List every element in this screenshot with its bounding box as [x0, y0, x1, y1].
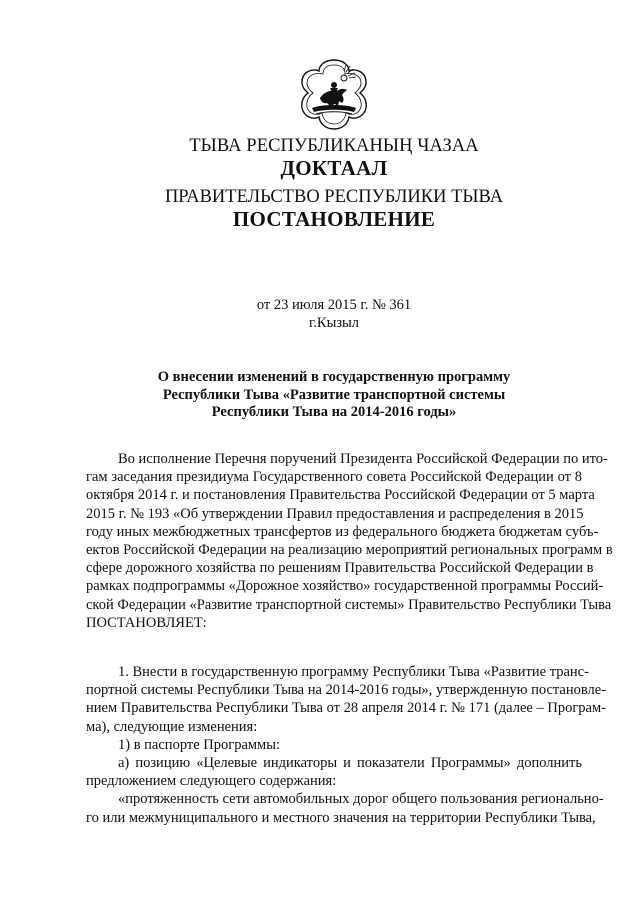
paragraph-line: 2015 г. № 193 «Об утверждении Правил предоставления и распределения в 2015 [86, 505, 584, 522]
title-line: О внесении изменений в государственную программу [157, 369, 511, 385]
preamble-paragraph [86, 450, 613, 632]
title-line: Республики Тыва «Развитие транспортной системы [162, 386, 506, 403]
paragraph-line: нием Правительства Республики Тыва от 28 апреля 2014 г. № 171 (далее – Програм- [86, 700, 606, 717]
paragraph-line: ектов Российской Федерации на реализацию мероприятий региональных программ в [86, 541, 613, 558]
paragraph-line: рамках подпрограммы «Дорожное хозяйство» государственной программы Россий- [86, 578, 604, 595]
paragraph-line: а) позицию «Целевые индикаторы и показатели Программы» дополнить [118, 754, 582, 771]
title-line: Республики Тыва на 2014-2016 годы» [211, 404, 457, 420]
paragraph-line: сфере дорожного хозяйства по решениям Правительства Российской Федерации в [86, 560, 594, 577]
paragraph-line: портной системы Республики Тыва на 2014-2016 годы», утвержденную постановле- [86, 682, 607, 699]
paragraph-line: 1. Внести в государственную программу Республики Тыва «Развитие транс- [118, 664, 589, 680]
tyva-government-title: ТЫВА РЕСПУБЛИКАНЫҢ ЧАЗАА [189, 136, 479, 156]
paragraph-line: ма), следующие изменения: [86, 718, 258, 735]
document-city: г.Кызыл [308, 315, 360, 331]
russian-government-title: ПРАВИТЕЛЬСТВО РЕСПУБЛИКИ ТЫВА [164, 187, 504, 207]
resolution-paragraph [86, 663, 607, 827]
document-subject-title [0, 369, 640, 422]
paragraph-line: ской Федерации «Развитие транспортной системы» Правительство Республики Тыва [86, 596, 612, 613]
paragraph-line: году иных межбюджетных трансфертов из федерального бюджета бюджетам субъ- [86, 523, 599, 540]
paragraph-line: предложением следующего содержания: [86, 773, 337, 790]
coat-of-arms-emblem [294, 54, 374, 134]
paragraph-line: октября 2014 г. и постановления Правительства Российской Федерации от 5 марта [86, 487, 595, 504]
paragraph-line: 1) в паспорте Программы: [118, 736, 280, 753]
russian-document-type: ПОСТАНОВЛЕНИЕ [232, 207, 436, 231]
paragraph-line: ПОСТАНОВЛЯЕТ: [86, 614, 207, 631]
paragraph-line: «протяженность сети автомобильных дорог общего пользования регионально- [118, 791, 604, 808]
paragraph-line: го или межмуниципального и местного значения на территории Республики Тыва, [86, 809, 596, 826]
tyva-document-type: ДОКТААЛ [280, 156, 388, 180]
document-date-number: от 23 июля 2015 г. № 361 [256, 297, 412, 313]
paragraph-line: Во исполнение Перечня поручений Президента Российской Федерации по ито- [118, 451, 608, 467]
paragraph-line: гам заседания президиума Государственного совета Российской Федерации от 8 [86, 469, 582, 486]
